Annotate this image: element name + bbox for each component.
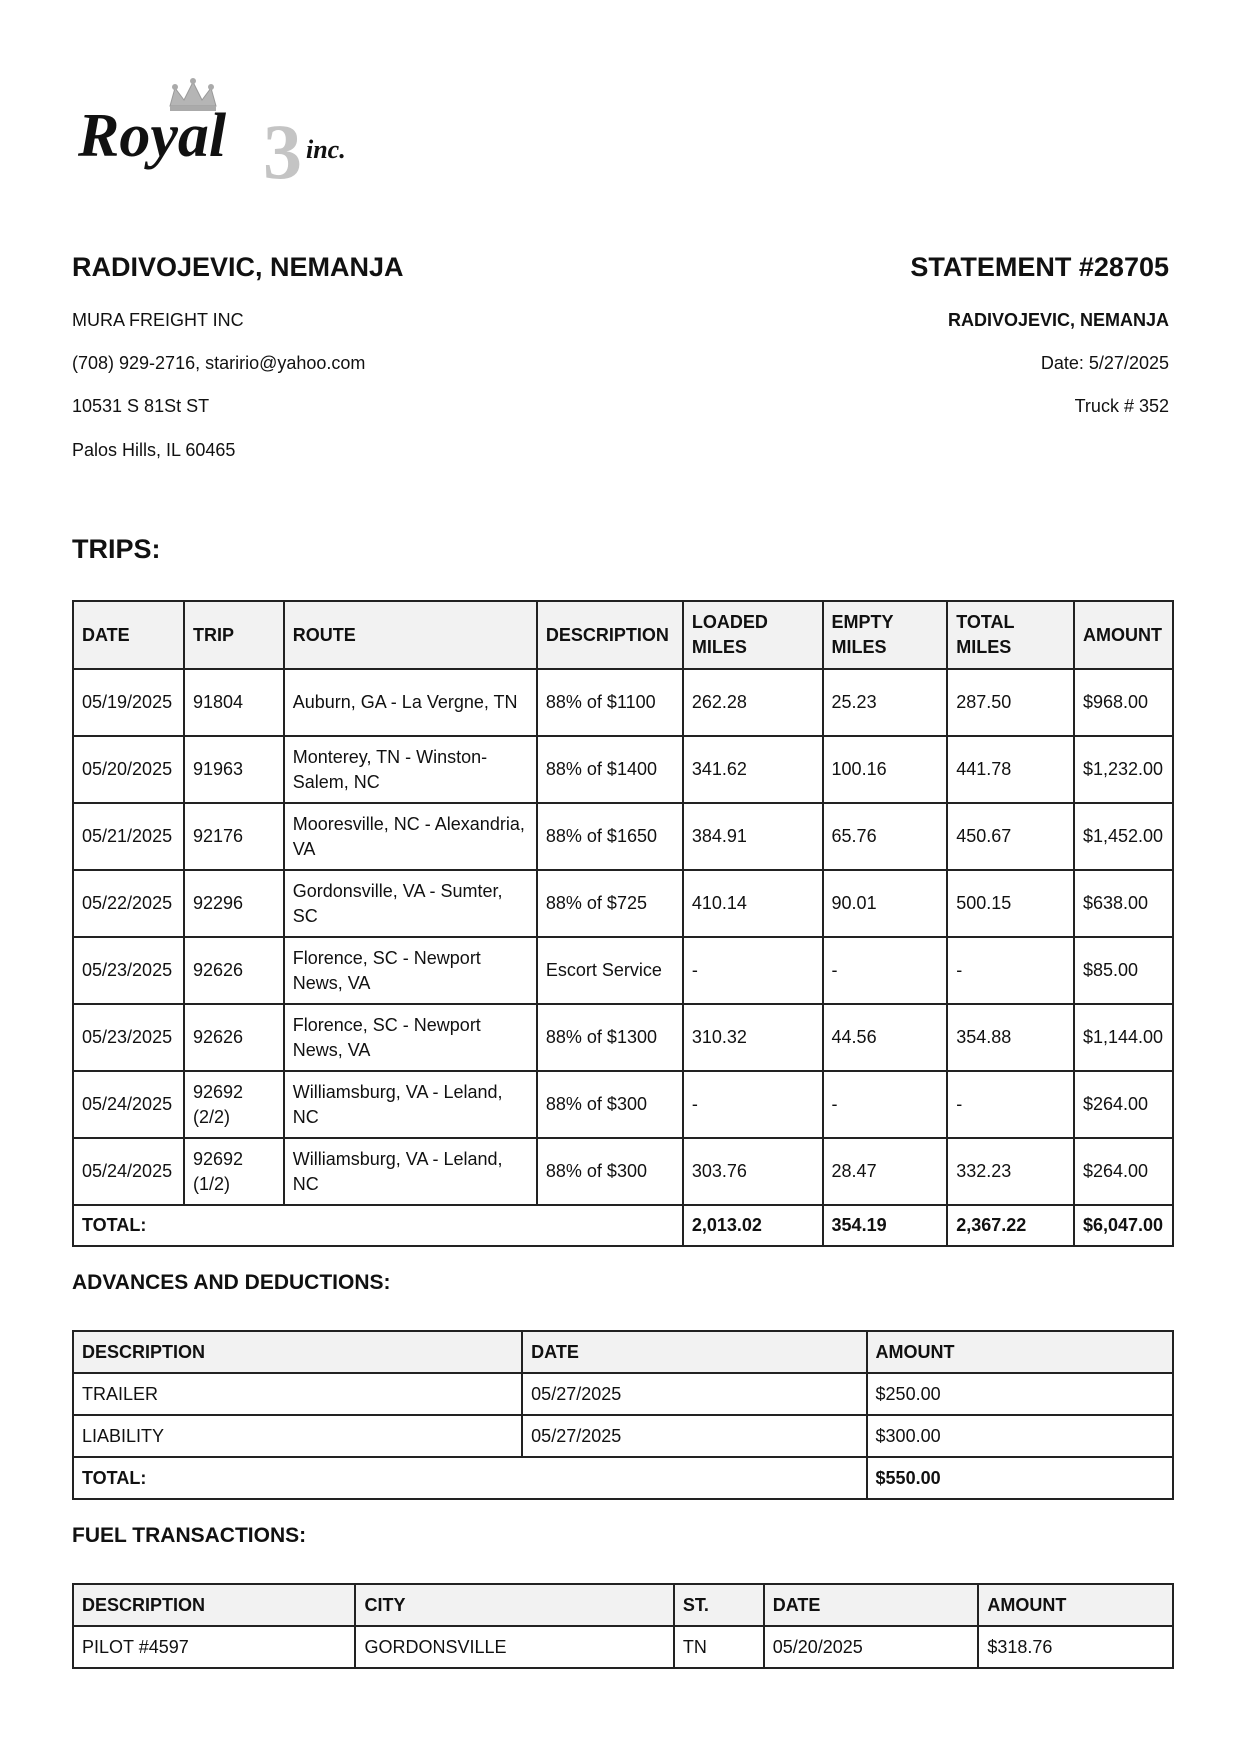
driver-contact: (708) 929-2716, staririo@yahoo.com bbox=[72, 353, 366, 373]
cell: 88% of $1300 bbox=[537, 1004, 683, 1071]
cell: 91804 bbox=[184, 669, 284, 736]
cell: 92296 bbox=[184, 870, 284, 937]
column-header: CITY bbox=[355, 1584, 673, 1626]
table-header-row bbox=[73, 601, 1173, 669]
cell: 354.88 bbox=[947, 1004, 1074, 1071]
cell: 88% of $725 bbox=[537, 870, 683, 937]
table-row bbox=[73, 1626, 1173, 1668]
column-header: AMOUNT bbox=[1074, 601, 1173, 669]
cell: - bbox=[823, 1071, 948, 1138]
cell: $1,452.00 bbox=[1074, 803, 1173, 870]
cell: 287.50 bbox=[947, 669, 1074, 736]
cell: Florence, SC - Newport News, VA bbox=[284, 937, 537, 1004]
cell: 410.14 bbox=[683, 870, 823, 937]
table-row bbox=[73, 736, 1173, 803]
cell: 332.23 bbox=[947, 1138, 1074, 1205]
cell: 90.01 bbox=[823, 870, 948, 937]
svg-text:inc.: inc. bbox=[306, 135, 346, 164]
cell: 88% of $1100 bbox=[537, 669, 683, 736]
column-header: ROUTE bbox=[284, 601, 537, 669]
total-empty-miles: 354.19 bbox=[823, 1205, 948, 1246]
cell: $85.00 bbox=[1074, 937, 1173, 1004]
cell: 303.76 bbox=[683, 1138, 823, 1205]
table-row bbox=[73, 1373, 1173, 1415]
cell: Auburn, GA - La Vergne, TN bbox=[284, 669, 537, 736]
statement-truck: Truck # 352 bbox=[1074, 396, 1169, 416]
fuel-table bbox=[72, 1583, 1174, 1669]
total-label: TOTAL: bbox=[73, 1457, 867, 1499]
cell: - bbox=[683, 937, 823, 1004]
total-amount: $6,047.00 bbox=[1074, 1205, 1173, 1246]
advances-table bbox=[72, 1330, 1174, 1500]
cell: $318.76 bbox=[978, 1626, 1173, 1668]
driver-company: MURA FREIGHT INC bbox=[72, 310, 244, 330]
fuel-heading: FUEL TRANSACTIONS: bbox=[72, 1524, 307, 1547]
cell: - bbox=[823, 937, 948, 1004]
cell: $968.00 bbox=[1074, 669, 1173, 736]
total-miles: 2,367.22 bbox=[947, 1205, 1074, 1246]
table-header-row bbox=[73, 1331, 1173, 1373]
column-header: AMOUNT bbox=[867, 1331, 1173, 1373]
cell: - bbox=[683, 1071, 823, 1138]
advances-heading: ADVANCES AND DEDUCTIONS: bbox=[72, 1271, 391, 1294]
cell: 88% of $1650 bbox=[537, 803, 683, 870]
trips-heading: TRIPS: bbox=[72, 534, 161, 564]
column-header: DATE bbox=[764, 1584, 979, 1626]
cell: 05/19/2025 bbox=[73, 669, 184, 736]
cell: Gordonsville, VA - Sumter, SC bbox=[284, 870, 537, 937]
cell: 310.32 bbox=[683, 1004, 823, 1071]
table-row bbox=[73, 669, 1173, 736]
cell: 88% of $300 bbox=[537, 1138, 683, 1205]
cell: 05/20/2025 bbox=[73, 736, 184, 803]
cell: 05/21/2025 bbox=[73, 803, 184, 870]
column-header: DATE bbox=[522, 1331, 866, 1373]
cell: TRAILER bbox=[73, 1373, 522, 1415]
table-row bbox=[73, 803, 1173, 870]
cell: 92176 bbox=[184, 803, 284, 870]
cell: 262.28 bbox=[683, 669, 823, 736]
cell: - bbox=[947, 937, 1074, 1004]
cell: 91963 bbox=[184, 736, 284, 803]
cell: 441.78 bbox=[947, 736, 1074, 803]
cell: 05/27/2025 bbox=[522, 1373, 866, 1415]
column-header: TOTAL MILES bbox=[947, 601, 1074, 669]
cell: $1,232.00 bbox=[1074, 736, 1173, 803]
royal3-logo bbox=[78, 78, 378, 193]
cell: $1,144.00 bbox=[1074, 1004, 1173, 1071]
total-label: TOTAL: bbox=[73, 1205, 683, 1246]
cell: 44.56 bbox=[823, 1004, 948, 1071]
cell: Williamsburg, VA - Leland, NC bbox=[284, 1138, 537, 1205]
column-header: ST. bbox=[674, 1584, 764, 1626]
column-header: LOADED MILES bbox=[683, 601, 823, 669]
cell: 88% of $300 bbox=[537, 1071, 683, 1138]
cell: 88% of $1400 bbox=[537, 736, 683, 803]
cell: 92626 bbox=[184, 937, 284, 1004]
cell: 100.16 bbox=[823, 736, 948, 803]
cell: Florence, SC - Newport News, VA bbox=[284, 1004, 537, 1071]
column-header: EMPTY MILES bbox=[823, 601, 948, 669]
cell: Escort Service bbox=[537, 937, 683, 1004]
cell: 384.91 bbox=[683, 803, 823, 870]
cell: 05/22/2025 bbox=[73, 870, 184, 937]
driver-address-line1: 10531 S 81St ST bbox=[72, 396, 210, 416]
driver-address-line2: Palos Hills, IL 60465 bbox=[72, 440, 236, 460]
advances-total-row bbox=[73, 1457, 1173, 1499]
statement-date: Date: 5/27/2025 bbox=[1040, 353, 1169, 373]
cell: $264.00 bbox=[1074, 1071, 1173, 1138]
table-row bbox=[73, 1004, 1173, 1071]
cell: GORDONSVILLE bbox=[355, 1626, 673, 1668]
table-row bbox=[73, 1138, 1173, 1205]
cell: Monterey, TN - Winston-Salem, NC bbox=[284, 736, 537, 803]
cell: 341.62 bbox=[683, 736, 823, 803]
cell: 05/24/2025 bbox=[73, 1071, 184, 1138]
column-header: DESCRIPTION bbox=[73, 1331, 522, 1373]
cell: 65.76 bbox=[823, 803, 948, 870]
total-loaded-miles: 2,013.02 bbox=[683, 1205, 823, 1246]
crown-icon bbox=[78, 78, 378, 193]
cell: 05/27/2025 bbox=[522, 1415, 866, 1457]
cell: - bbox=[947, 1071, 1074, 1138]
column-header: DESCRIPTION bbox=[537, 601, 683, 669]
cell: 500.15 bbox=[947, 870, 1074, 937]
table-row bbox=[73, 1071, 1173, 1138]
cell: 05/24/2025 bbox=[73, 1138, 184, 1205]
svg-text:Royal: Royal bbox=[78, 102, 227, 170]
driver-name: RADIVOJEVIC, NEMANJA bbox=[72, 252, 404, 282]
table-row bbox=[73, 870, 1173, 937]
cell: Williamsburg, VA - Leland, NC bbox=[284, 1071, 537, 1138]
statement-driver-name: RADIVOJEVIC, NEMANJA bbox=[947, 310, 1169, 330]
column-header: DATE bbox=[73, 601, 184, 669]
table-row bbox=[73, 1415, 1173, 1457]
column-header: AMOUNT bbox=[978, 1584, 1173, 1626]
cell: 05/20/2025 bbox=[764, 1626, 979, 1668]
trips-total-row bbox=[73, 1205, 1173, 1246]
table-row bbox=[73, 937, 1173, 1004]
cell: $264.00 bbox=[1074, 1138, 1173, 1205]
cell: TN bbox=[674, 1626, 764, 1668]
cell: $250.00 bbox=[867, 1373, 1173, 1415]
cell: 92692 (2/2) bbox=[184, 1071, 284, 1138]
trips-table bbox=[72, 600, 1174, 1247]
cell: 450.67 bbox=[947, 803, 1074, 870]
total-amount: $550.00 bbox=[867, 1457, 1173, 1499]
column-header: DESCRIPTION bbox=[73, 1584, 355, 1626]
svg-text:3: 3 bbox=[263, 108, 302, 193]
cell: 28.47 bbox=[823, 1138, 948, 1205]
table-header-row bbox=[73, 1584, 1173, 1626]
cell: LIABILITY bbox=[73, 1415, 522, 1457]
cell: 92692 (1/2) bbox=[184, 1138, 284, 1205]
cell: Mooresville, NC - Alexandria, VA bbox=[284, 803, 537, 870]
statement-title: STATEMENT #28705 bbox=[910, 252, 1169, 282]
column-header: TRIP bbox=[184, 601, 284, 669]
cell: 25.23 bbox=[823, 669, 948, 736]
cell: 05/23/2025 bbox=[73, 937, 184, 1004]
cell: $638.00 bbox=[1074, 870, 1173, 937]
cell: 05/23/2025 bbox=[73, 1004, 184, 1071]
cell: $300.00 bbox=[867, 1415, 1173, 1457]
cell: 92626 bbox=[184, 1004, 284, 1071]
cell: PILOT #4597 bbox=[73, 1626, 355, 1668]
